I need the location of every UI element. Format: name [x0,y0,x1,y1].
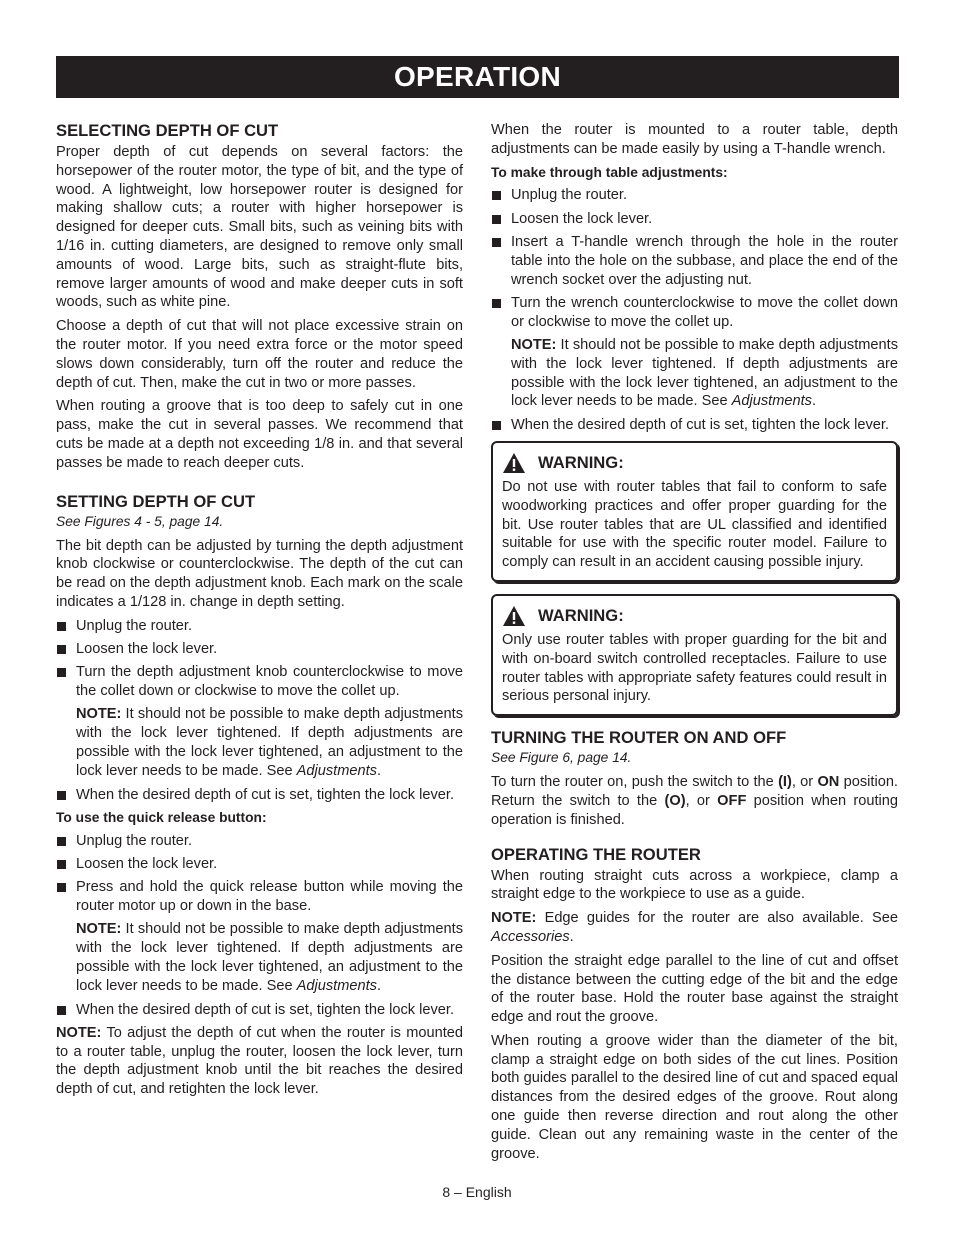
warning-title: WARNING: [538,452,624,472]
heading-selecting-depth: SELECTING DEPTH OF CUT [56,121,279,140]
paragraph: When routing a groove wider than the diameter of the bit, clamp a straight edge on both sides of the cut lines. Position both guides parallel to the desired line of cut and spaced equal distances from the desired edges of the groove. Rout along one guide then reverse direction and rout along the other guide. Clean out any remaining waste in the center of the groove. [491,1032,898,1162]
list-item: Loosen the lock lever. [56,855,463,874]
step-list [491,186,898,331]
square-bullet-icon [492,299,501,308]
list-item: Turn the wrench counterclockwise to move the collet down or clockwise to move the collet up. [491,294,898,332]
square-bullet-icon [57,883,66,892]
square-bullet-icon [57,791,66,800]
paragraph: To turn the router on, push the switch to the (I), or ON position. Return the switch to the (O), or OFF position when routing operation is finished. [491,774,899,828]
note: NOTE: It should not be possible to make depth adjustments with the lock lever tightened. If depth adjustments are possible with the lock lever tightened, an adjustment to the lock lever needs to be made. See Adjustments. [511,336,898,410]
list-item: When the desired depth of cut is set, tighten the lock lever. [491,416,898,435]
step-list [56,832,463,916]
figure-reference: See Figures 4 - 5, page 14. [56,513,224,529]
list-item: Unplug the router. [56,832,463,851]
list-item: When the desired depth of cut is set, tighten the lock lever. [56,1001,463,1020]
warning-box [491,441,898,582]
square-bullet-icon [492,421,501,430]
subheading-quick-release: To use the quick release button: [56,809,267,825]
paragraph: When routing straight cuts across a workpiece, clamp a straight edge to the workpiece to use as a guide. [491,867,898,903]
square-bullet-icon [492,215,501,224]
list-item: Loosen the lock lever. [56,640,463,659]
warning-header [502,452,887,474]
paragraph: When routing a groove that is too deep to safely cut in one pass, make the cut in several passes. We recommend that cuts be made at a depth not exceeding 1/8 in. and that several passes be made to reach deeper cuts. [56,398,463,471]
page-footer [0,1184,954,1200]
square-bullet-icon [57,622,66,631]
note: NOTE: It should not be possible to make depth adjustments with the lock lever tightened. If depth adjustments are possible with the lock lever tightened, an adjustment to the lock lever needs to be made. See Adjustments. [76,921,463,994]
square-bullet-icon [57,860,66,869]
paragraph: Proper depth of cut depends on several factors: the horsepower of the router motor, the type of bit, and the type of wood. A lightweight, low horsepower router is designed for making shallow cuts; a router with higher horsepower is designed for deeper cuts. Small bits, such as veining bits with 1/16 in. cutting diameters, are designed to remove only small amounts of wood. Large bits, such as straight-flute bits, remove larger amounts of wood and make deeper cuts in soft woods, such as white pine. [56,144,463,311]
list-item: Unplug the router. [491,186,898,205]
heading-operating-router: OPERATING THE ROUTER [491,844,701,864]
warning-triangle-icon [502,452,526,474]
list-item: Turn the depth adjustment knob counterclockwise to move the collet down or clockwise to move the collet up. [56,663,463,701]
square-bullet-icon [492,191,501,200]
paragraph: The bit depth can be adjusted by turning the depth adjustment knob clockwise or counterclockwise. The depth of the cut can be read on the depth adjustment knob. Each mark on the scale indicates a 1/128 in. change in depth setting. [56,537,463,610]
note: NOTE: To adjust the depth of cut when the router is mounted to a router table, unplug the router, loosen the lock lever, turn the depth adjustment knob until the bit reaches the desired depth of cut, and retighten the lock lever. [56,1024,463,1098]
square-bullet-icon [57,668,66,677]
list-item: When the desired depth of cut is set, tighten the lock lever. [56,786,463,805]
square-bullet-icon [57,837,66,846]
warning-text: Do not use with router tables that fail to conform to safe woodworking practices and offer proper guarding for the bit. Use router tables that are UL classified and identified suitable for use with the specific router model. Failure to comply can result in an accident causing possible injury. [502,478,887,571]
warning-triangle-icon [502,605,526,627]
note: NOTE: It should not be possible to make depth adjustments with the lock lever tightened. If depth adjustments are possible with the lock lever tightened, an adjustment to the lock lever needs to be made. See Adjustments. [76,706,463,779]
step-list [56,1001,463,1020]
step-list [56,786,463,805]
left-column [56,121,463,1104]
figure-reference: See Figure 6, page 14. [491,750,632,766]
list-item: Unplug the router. [56,617,463,636]
section-banner [56,56,899,98]
warning-box [491,594,898,716]
square-bullet-icon [57,1006,66,1015]
right-column [491,121,898,1168]
step-list [56,617,463,701]
square-bullet-icon [57,645,66,654]
paragraph: Choose a depth of cut that will not place excessive strain on the router motor. If you need extra force or the motor speed slows down considerably, turn off the router and reduce the depth of cut. Then, make the cut in two or more passes. [56,318,463,391]
warning-title: WARNING: [538,605,624,625]
step-list [491,416,898,435]
page-title: OPERATION [393,61,562,92]
paragraph: Position the straight edge parallel to the line of cut and offset the distance between the cutting edge of the bit and the edge of the router base. Hold the router base against the straight edge and rout the groove. [491,952,898,1026]
heading-turning-on-off: TURNING THE ROUTER ON AND OFF [491,728,787,748]
paragraph: When the router is mounted to a router table, depth adjustments can be made easily by using a T-handle wrench. [491,122,898,157]
warning-header [502,605,887,627]
heading-setting-depth: SETTING DEPTH OF CUT [56,491,256,511]
list-item: Press and hold the quick release button while moving the router motor up or down in the base. [56,878,463,916]
list-item: Insert a T-handle wrench through the hole in the router table into the hole on the subbase, and place the end of the wrench socket over the adjusting nut. [491,233,898,289]
square-bullet-icon [492,238,501,247]
page-number: 8 – English [442,1184,512,1200]
warning-text: Only use router tables with proper guarding for the bit and with on-board switch controlled receptacles. Failure to use router tables with appropriate safety features could result in serious personal injury. [502,631,887,705]
subheading-through-table: To make through table adjustments: [491,164,728,180]
note: NOTE: Edge guides for the router are also available. See Accessories. [491,910,898,945]
list-item: Loosen the lock lever. [491,210,898,229]
